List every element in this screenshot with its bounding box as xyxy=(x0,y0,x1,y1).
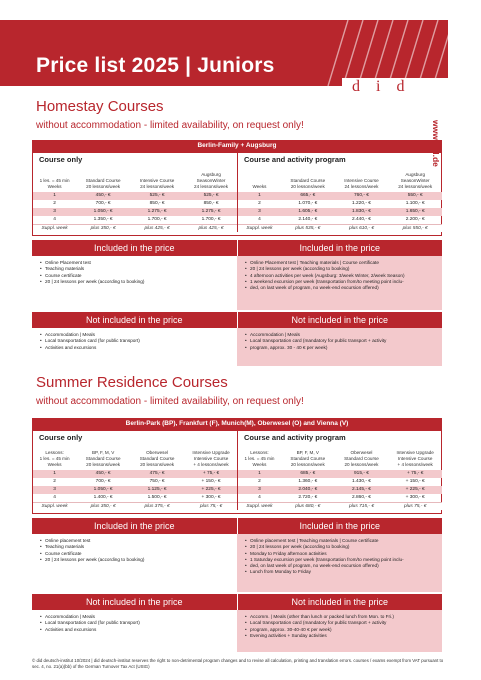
table-row: 1 450,- € 475,- € + 75,- € xyxy=(33,470,238,478)
homestay-location: Berlin-Family + Augsburg xyxy=(32,140,442,152)
homestay-price-table xyxy=(32,152,442,236)
supplement-row: Suppl. week plus 535,- € plus 610,- € plus 550,- € xyxy=(238,224,442,232)
summer-location: Berlin-Park (BP), Frankfurt (F), Munich(M), Oberwesel (O) and Vienna (V) xyxy=(32,418,442,430)
table-row: 1 685,- € 915,- € + 75,- € xyxy=(238,470,442,478)
not-included-list-right: • Accommodation | Meals • Local transportation card (mandatory for public transport + activity • program, approx. 30 - 40 € per week) xyxy=(237,328,442,366)
page-title: Price list 2025 | Juniors xyxy=(36,54,275,77)
header-band xyxy=(0,20,448,86)
table-row: 1 665,- € 760,- € 550,- € xyxy=(238,192,442,200)
summer-included-lists xyxy=(32,534,442,592)
table-row: 2 1.070,- € 1.220,- € 1.100,- € xyxy=(258,201,425,206)
table-row: 4 2.720,- € 2.860,- € + 300,- € xyxy=(258,495,425,500)
did-logo: did xyxy=(352,78,421,95)
summer-title: Summer Residence Courses xyxy=(36,374,228,391)
table-header: 1 les. = 45 min Weeks Standard Course 20 lessons/week Intensive Course 24 lessons/week Augsburg SeasonWinter 24 lessons/week xyxy=(39,172,229,189)
homestay-activity xyxy=(237,153,442,232)
table-row: 2 700,- € 850,- € 850,- € xyxy=(53,201,219,206)
diagonal-stripes-decoration xyxy=(288,20,448,86)
table-row: 4 1.350,- € 1.700,- € 1.700,- € xyxy=(53,217,221,222)
summer-subtitle: without accommodation - limited availability, on request only! xyxy=(36,396,304,407)
table-row: 2 700,- € 750,- € + 150,- € xyxy=(53,479,221,484)
not-included-list-right: • Accomm. | Meals (other than lunch or packed lunch from Mon. to Fri.) • Local transportation card (mandatory for public transport + activity • program, approx. 30-40-40 € per week) • Evening activities + Sunday activities xyxy=(237,610,442,652)
table-row: 3 2.040,- € 2.145,- € + 225,- € xyxy=(238,486,442,494)
homestay-included-lists xyxy=(32,256,442,310)
homestay-course-only xyxy=(33,153,238,232)
supplement-row: Suppl. week plus 680,- € plus 715,- € plus 75,- € xyxy=(238,502,442,510)
table-header: Lessons: 1 les. = 45 min Weeks BP, F, M, V Standard Course 20 lessons/week Oberwesel Standard Course 20 lessons/week Intensive Upgrade Intensive Course + 4 lessons/week xyxy=(39,450,230,467)
col-title: Course only xyxy=(39,433,83,442)
summer-not-included-lists xyxy=(32,610,442,652)
table-header: Lessons: 1 les. = 45 min Weeks BP, F, M, V Standard Course 20 lessons/week Oberwesel Standard Course 20 lessons/week Intensive Upgrade Intensive Course + 4 lessons/week xyxy=(244,450,434,467)
supplement-row: Suppl. week plus 350,- € plus 425,- € plus 425,- € xyxy=(33,224,238,232)
col-title: Course and activity program xyxy=(244,433,346,442)
included-list-right: • Online Placement test | Teaching materials | Course certificate • 20 | 24 lessons per week (according to booking) • 4 afternoon activities per week (Augsburg: 3/week Winter, 2/week Season) • 1 weekend excursion per week (transportation from/to meeting point inclu- • ded, on last week of program, no week-end excursion offered) xyxy=(237,256,442,310)
supplement-row: Suppl. week plus 350,- € plus 375,- € plus 75,- € xyxy=(33,502,238,510)
summer-activity xyxy=(237,431,442,510)
not-included-list-left: • Accommodation | Meals • Local transportation card (for public transport) • Activities and excursions xyxy=(32,610,237,652)
footer-legal-text: © did deutsch-institut 10/2024 | did deutsch-institut reserves the right to non-detrimental program changes and to revise all calculation, printing and translation errors. courses / exams exempt from VAT pursuant to sec. 4, no. 21(a)(bb) of the German Turnover Tax Act (UStG) xyxy=(32,658,444,669)
table-row: 3 1.050,- € 1.275,- € 1.275,- € xyxy=(33,208,238,216)
summer-price-table xyxy=(32,430,442,514)
included-list-right: • Online placement test | Teaching materials | Course certificate • 20 | 24 lessons per week (according to booking) • Monday to Friday afternoon activities • 1 Saturday excursion per week (transportation from/to meeting point inclu- • ded, on last week of program, no week-end excursion offered) • Lunch from Monday to Friday xyxy=(237,534,442,592)
included-list-left: • Online placement test • Teaching materials • Course certificate • 20 | 24 lessons per week (according to booking) xyxy=(32,534,237,592)
table-row: 4 2.140,- € 2.440,- € 2.200,- € xyxy=(258,217,425,222)
not-included-list-left: • Accommodation | Meals • Local transportation card (for public transport) • Activities and excursions xyxy=(32,328,237,366)
col-title: Course only xyxy=(39,155,83,164)
homestay-title: Homestay Courses xyxy=(36,98,164,115)
table-row: 3 1.050,- € 1.125,- € + 225,- € xyxy=(33,486,238,494)
summer-course-only xyxy=(33,431,238,510)
summer-included-band: Included in the price Included in the price xyxy=(32,518,442,534)
col-title: Course and activity program xyxy=(244,155,346,164)
homestay-not-included-band: Not included in the price Not included in the price xyxy=(32,312,442,328)
table-row: 3 1.605,- € 1.830,- € 1.650,- € xyxy=(238,208,442,216)
homestay-subtitle: without accommodation - limited availability, on request only! xyxy=(36,120,304,131)
table-header: Weeks Standard Course 20 lessons/week Intensive Course 24 lessons/week Augsburg SeasonWinter 24 lessons/week xyxy=(252,172,433,189)
summer-not-included-band: Not included in the price Not included in the price xyxy=(32,594,442,610)
table-row: 1 450,- € 525,- € 525,- € xyxy=(33,192,238,200)
included-list-left: • Online Placement test • Teaching materials • Course certificate • 20 | 24 lessons per week (according to booking) xyxy=(32,256,237,310)
table-row: 4 1.400,- € 1.500,- € + 300,- € xyxy=(53,495,221,500)
homestay-not-included-lists xyxy=(32,328,442,366)
table-row: 2 1.360,- € 1.430,- € + 150,- € xyxy=(258,479,425,484)
homestay-included-band: Included in the price Included in the price xyxy=(32,240,442,256)
